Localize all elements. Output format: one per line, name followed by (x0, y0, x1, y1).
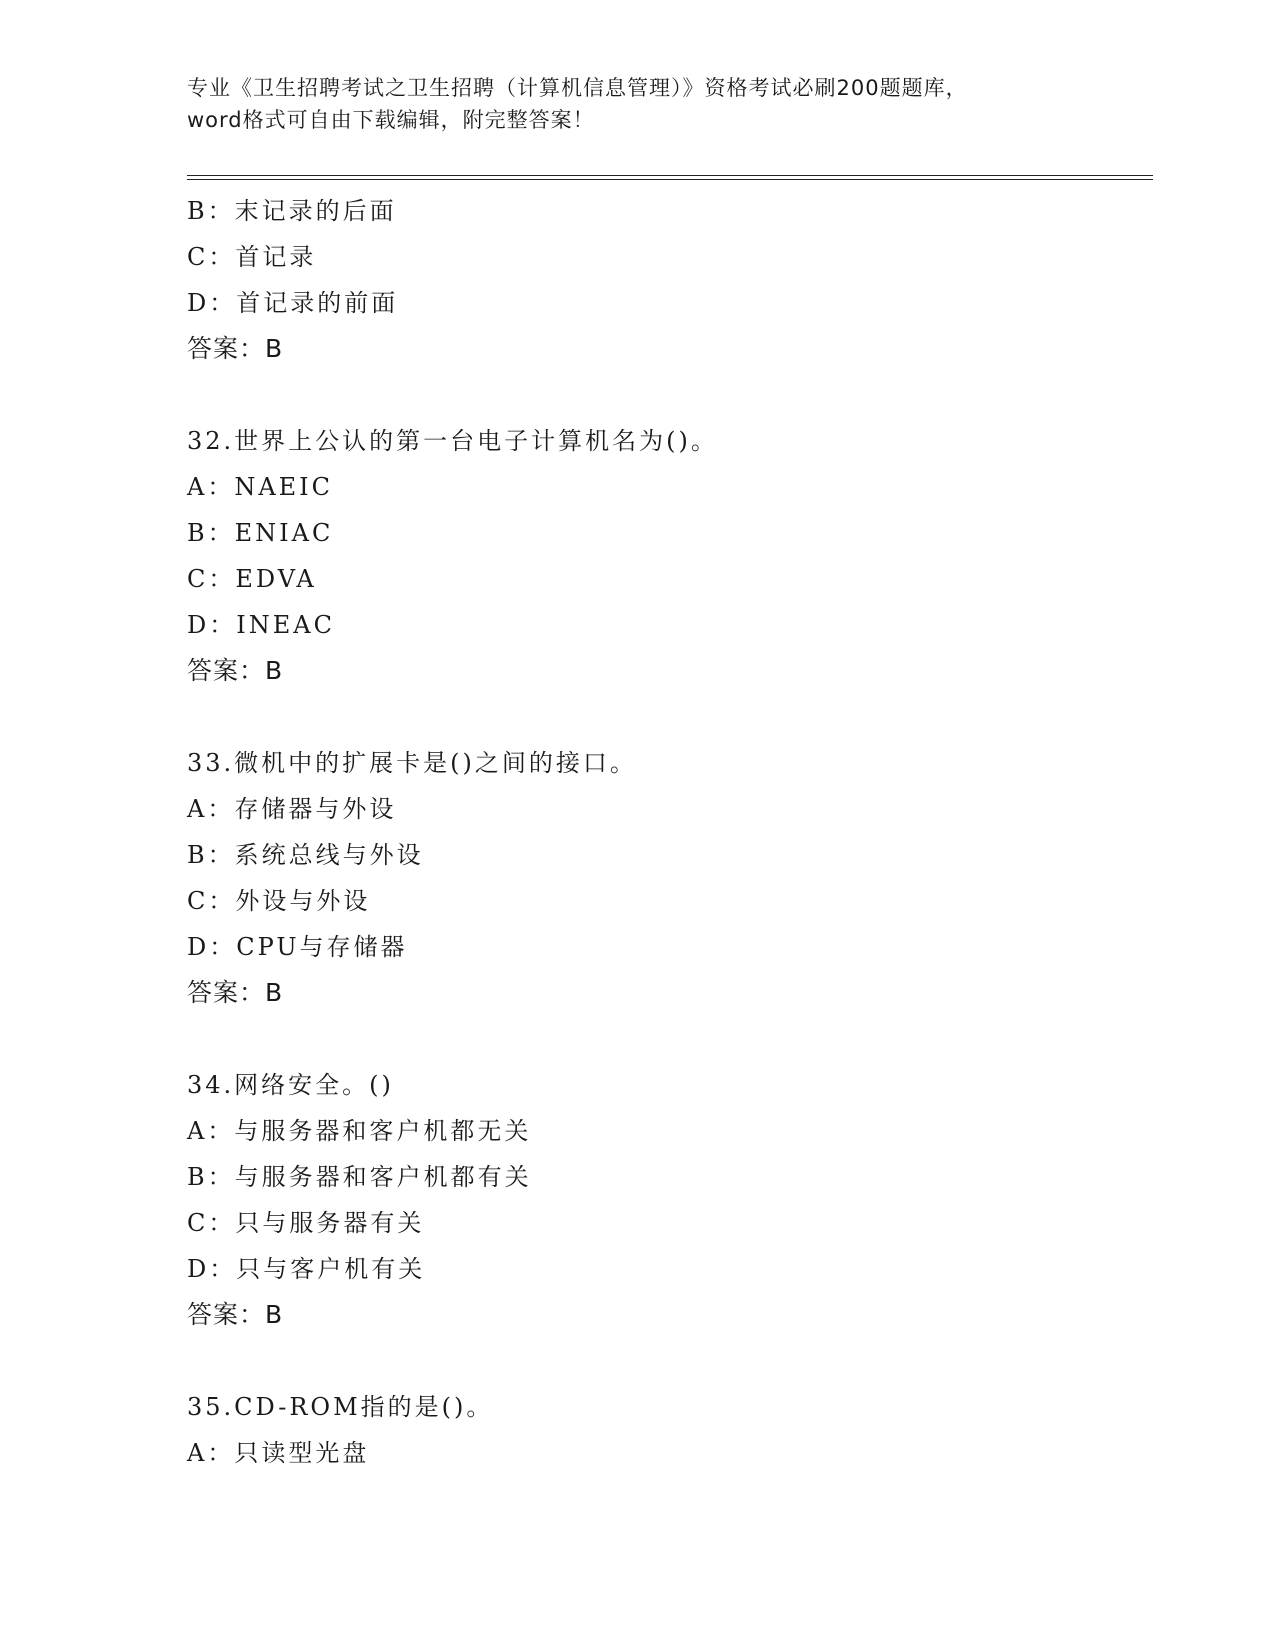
document-header (187, 72, 1087, 136)
option-b: B：末记录的后面 (187, 197, 397, 225)
header-divider-top (187, 175, 1153, 176)
option-b: B：系统总线与外设 (187, 841, 424, 869)
question-continued (187, 188, 1147, 372)
option-c: C：外设与外设 (187, 887, 371, 915)
question-stem: 34.网络安全。() (187, 1071, 394, 1099)
option-a: A：存储器与外设 (187, 795, 397, 823)
option-a: A：只读型光盘 (187, 1439, 370, 1467)
option-d: D：CPU与存储器 (187, 933, 408, 961)
answer-line: 答案：B (187, 978, 284, 1007)
option-c: C：EDVA (187, 565, 317, 593)
header-line-2: word格式可自由下载编辑，附完整答案！ (187, 108, 595, 132)
question-35 (187, 1384, 1147, 1476)
answer-line: 答案：B (187, 334, 284, 363)
question-33 (187, 740, 1147, 1016)
header-line-1: 专业《卫生招聘考试之卫生招聘（计算机信息管理）》资格考试必刷200题题库， (187, 76, 968, 100)
question-34 (187, 1062, 1147, 1338)
answer-line: 答案：B (187, 1300, 284, 1329)
question-stem: 32.世界上公认的第一台电子计算机名为()。 (187, 427, 718, 455)
question-stem: 35.CD-ROM指的是()。 (187, 1393, 494, 1421)
answer-line: 答案：B (187, 656, 284, 685)
option-a: A：与服务器和客户机都无关 (187, 1117, 532, 1145)
option-b: B：与服务器和客户机都有关 (187, 1163, 532, 1191)
header-divider-bottom (187, 179, 1153, 180)
option-b: B：ENIAC (187, 519, 334, 547)
question-list (187, 188, 1147, 1476)
option-a: A：NAEIC (187, 473, 334, 501)
option-d: D：只与客户机有关 (187, 1255, 426, 1283)
option-d: D：首记录的前面 (187, 289, 399, 317)
option-c: C：只与服务器有关 (187, 1209, 425, 1237)
question-stem: 33.微机中的扩展卡是()之间的接口。 (187, 749, 637, 777)
question-32 (187, 418, 1147, 694)
option-c: C：首记录 (187, 243, 317, 271)
option-d: D：INEAC (187, 611, 335, 639)
